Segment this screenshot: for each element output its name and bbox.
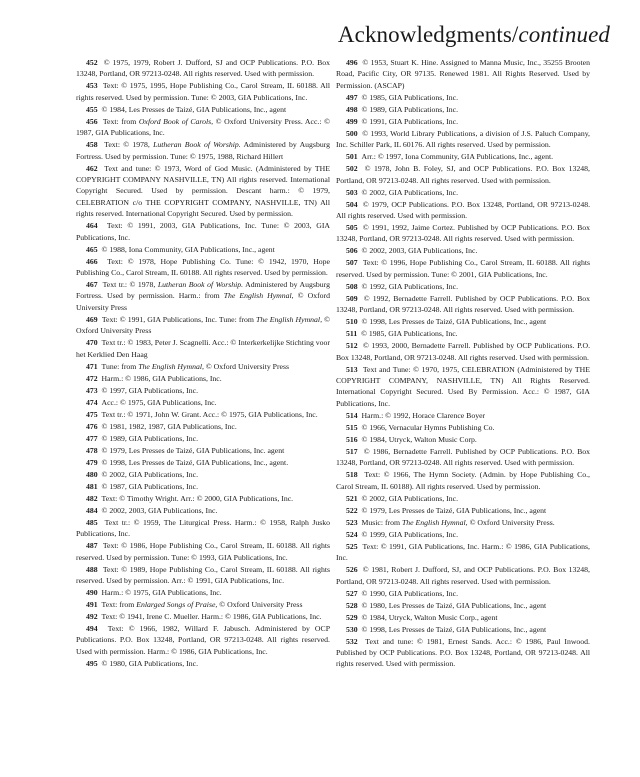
entry-number: 512 bbox=[346, 341, 358, 351]
acknowledgment-entry bbox=[336, 505, 590, 516]
acknowledgment-entry bbox=[76, 457, 330, 468]
entry-number: 479 bbox=[86, 457, 98, 467]
acknowledgment-entry bbox=[336, 116, 590, 127]
entry-text: © 1993, World Library Publications, a division of J.S. Paluch Company, Inc. Schiller Park, IL 60176. All rights reserved. Used by permission. bbox=[336, 128, 590, 150]
entry-text: © 2002, 2003, GIA Publications, Inc. bbox=[361, 246, 478, 256]
acknowledgment-entry bbox=[76, 445, 330, 456]
acknowledgment-entry bbox=[336, 469, 590, 492]
acknowledgment-entry bbox=[76, 373, 330, 384]
entry-number: 515 bbox=[346, 422, 358, 432]
entry-number: 521 bbox=[346, 493, 358, 503]
entry-number: 522 bbox=[346, 505, 358, 515]
entry-text: © 1975, 1979, Robert J. Dufford, SJ and OCP Publications. P.O. Box 13248, Portland, OR 97213-0248. All rights reserved. Used with permission. bbox=[76, 58, 330, 79]
acknowledgment-entry bbox=[76, 599, 330, 610]
entry-number: 500 bbox=[346, 128, 358, 138]
entry-number: 473 bbox=[86, 385, 98, 395]
entry-text: Text: © 1991, 2003, GIA Publications, Inc. Tune: © 2003, GIA Publications, Inc. bbox=[76, 221, 330, 242]
entry-number: 484 bbox=[86, 505, 98, 515]
entry-text: Acc.: © 1975, GIA Publications, Inc. bbox=[101, 397, 217, 407]
entry-number: 502 bbox=[346, 164, 358, 174]
entry-number: 530 bbox=[346, 624, 358, 634]
entry-number: 476 bbox=[86, 421, 98, 431]
entry-number: 482 bbox=[86, 493, 98, 503]
acknowledgment-entry bbox=[336, 281, 590, 292]
acknowledgment-entry bbox=[76, 220, 330, 243]
acknowledgment-entry bbox=[336, 364, 590, 410]
acknowledgment-entry bbox=[336, 328, 590, 339]
entry-text: Text: © 1989, Hope Publishing Co., Carol Stream, IL 60188. All rights reserved. Used by permission. Arr.: © 1991, GIA Publications, Inc. bbox=[76, 564, 330, 585]
entry-number: 509 bbox=[346, 293, 358, 303]
entry-number: 528 bbox=[346, 600, 358, 610]
entry-text: © 1986, Bernadette Farrell. Published by OCP Publications. P.O. Box 13248, Portland, OR 97213-0248. All rights reserved. Used with permission. bbox=[336, 446, 590, 468]
acknowledgment-entry bbox=[76, 493, 330, 504]
acknowledgment-entry bbox=[76, 658, 330, 669]
entry-number: 532 bbox=[346, 636, 358, 646]
entry-text: Text tr.: © 1978, Lutheran Book of Worship. Administered by Augsburg Fortress. Used by permission. Harm.: from The English Hymnal, © Oxford University Press bbox=[76, 280, 330, 312]
acknowledgment-entry bbox=[76, 314, 330, 337]
acknowledgment-entry bbox=[336, 199, 590, 222]
entry-number: 467 bbox=[86, 280, 98, 290]
acknowledgment-entry bbox=[336, 57, 590, 91]
entry-text: Text: © 1978, Lutheran Book of Worship. Administered by Augsburg Fortress. Used by permission. Tune: © 1975, 1988, Richard Hillert bbox=[76, 140, 331, 161]
entry-text: © 1988, Iona Community, GIA Publications, Inc., agent bbox=[101, 244, 275, 254]
entry-number: 510 bbox=[346, 317, 358, 327]
acknowledgment-entry bbox=[336, 92, 590, 103]
entry-number: 496 bbox=[346, 58, 358, 67]
acknowledgment-entry bbox=[336, 588, 590, 599]
entry-number: 488 bbox=[86, 564, 98, 574]
entry-text: Text: © 1991, GIA Publications, Inc. Tune: from The English Hymnal, © Oxford University Press bbox=[76, 314, 331, 336]
entry-text: © 1998, Les Presses de Taizé, GIA Publications, Inc., agent bbox=[361, 317, 547, 327]
entry-text: Music: from The English Hymnal, © Oxford University Press. bbox=[361, 517, 555, 527]
acknowledgment-entry bbox=[336, 245, 590, 256]
left-column bbox=[76, 57, 330, 670]
entry-number: 470 bbox=[86, 338, 98, 348]
acknowledgment-entry bbox=[76, 139, 330, 162]
entry-number: 472 bbox=[86, 373, 98, 383]
entry-text: © 1998, Les Presses de Taizé, GIA Publications, Inc., agent. bbox=[101, 457, 289, 467]
entry-text: © 2002, GIA Publications, Inc. bbox=[101, 469, 199, 479]
entry-number: 491 bbox=[86, 599, 98, 609]
entry-number: 526 bbox=[346, 565, 358, 575]
entry-number: 527 bbox=[346, 588, 358, 598]
entry-text: © 1990, GIA Publications, Inc. bbox=[361, 588, 459, 598]
acknowledgment-entry bbox=[336, 410, 590, 421]
acknowledgment-entry bbox=[76, 279, 330, 313]
entry-text: Text: from Oxford Book of Carols, © Oxford University Press. Acc.: © 1987, GIA Publications, Inc. bbox=[76, 116, 330, 138]
entry-number: 511 bbox=[346, 329, 358, 339]
entry-text: © 1998, Les Presses de Taizé, GIA Publications, Inc., agent bbox=[361, 624, 547, 634]
acknowledgment-entry bbox=[76, 337, 330, 360]
entry-text: Text: © 1986, Hope Publishing Co., Carol Stream, IL 60188. All rights reserved. Used by permission. Tune: © 1993, GIA Publications, Inc. bbox=[76, 541, 330, 562]
entry-number: 495 bbox=[86, 658, 98, 668]
entry-number: 525 bbox=[346, 541, 358, 551]
acknowledgment-entry bbox=[336, 564, 590, 587]
entry-text: Text: © Timothy Wright. Arr.: © 2000, GIA Publications, Inc. bbox=[101, 493, 294, 503]
entry-number: 477 bbox=[86, 433, 98, 443]
acknowledgment-entry bbox=[76, 104, 330, 115]
entry-number: 465 bbox=[86, 244, 98, 254]
acknowledgment-entry bbox=[76, 540, 330, 563]
acknowledgment-entry bbox=[336, 624, 590, 635]
entry-text: Text: © 1978, Hope Publishing Co. Tune: © 1942, 1970, Hope Publishing Co., Carol Stream, IL 60188. All rights reserved. Used by permission. bbox=[76, 256, 330, 278]
entry-text: © 1989, GIA Publications, Inc. bbox=[361, 104, 459, 114]
entry-number: 494 bbox=[86, 623, 98, 633]
entry-text: © 1979, Les Presses de Taizé, GIA Publications, Inc., agent bbox=[361, 505, 547, 515]
entry-number: 456 bbox=[86, 116, 98, 126]
acknowledgment-entry bbox=[336, 600, 590, 611]
acknowledgment-entry bbox=[76, 505, 330, 516]
entry-text: © 1984, Utryck, Walton Music Corp., agent bbox=[361, 612, 498, 622]
acknowledgment-entry bbox=[336, 128, 590, 151]
acknowledgment-entry bbox=[76, 611, 330, 622]
entry-text: Text and tune: © 1973, Word of God Music. (Administered by THE COPYRIGHT COMPANY NASHVILLE, TN) All rights reserved. International Copyright Secured. Used by permission. Descant harm.: © 1979, CELEBRATION c/o THE COPYRIGHT COMPANY, NASHVILLE, TN) All rights reserved. International Copyright Secured. Used by permission. bbox=[76, 163, 330, 219]
entry-number: 478 bbox=[86, 445, 98, 455]
entry-number: 481 bbox=[86, 481, 98, 491]
entry-number: 524 bbox=[346, 529, 358, 539]
entry-number: 523 bbox=[346, 517, 358, 527]
entry-text: © 1966, Vernacular Hymns Publishing Co. bbox=[361, 422, 495, 432]
acknowledgment-entry bbox=[336, 222, 590, 245]
entry-text: Text: from Enlarged Songs of Praise, © Oxford University Press bbox=[101, 599, 303, 609]
entry-text: Harm.: © 1975, GIA Publications, Inc. bbox=[101, 587, 222, 597]
acknowledgment-entry bbox=[336, 340, 590, 363]
entry-text: © 1999, GIA Publications, Inc. bbox=[361, 529, 459, 539]
entry-number: 505 bbox=[346, 223, 358, 233]
entry-text: © 1991, GIA Publications, Inc. bbox=[361, 116, 459, 126]
acknowledgment-entry bbox=[336, 434, 590, 445]
acknowledgment-entry bbox=[76, 433, 330, 444]
entry-text: © 1984, Les Presses de Taizé, GIA Publications, Inc., agent bbox=[101, 104, 287, 114]
entry-text: © 2002, GIA Publications, Inc. bbox=[361, 187, 459, 197]
entry-text: © 1987, GIA Publications, Inc. bbox=[101, 481, 199, 491]
entry-text: Text tr.: © 1959, The Liturgical Press. Harm.: © 1958, Ralph Jusko Publications, Inc. bbox=[76, 517, 331, 539]
entry-text: Harm.: © 1986, GIA Publications, Inc. bbox=[101, 373, 222, 383]
entry-number: 485 bbox=[86, 517, 98, 527]
entry-text: Tune: from The English Hymnal, © Oxford University Press bbox=[101, 361, 290, 371]
acknowledgment-entry bbox=[336, 529, 590, 540]
acknowledgment-entry bbox=[336, 104, 590, 115]
acknowledgment-entry bbox=[336, 612, 590, 623]
entry-number: 501 bbox=[346, 152, 358, 162]
entry-number: 480 bbox=[86, 469, 98, 479]
acknowledgment-entry bbox=[76, 409, 330, 420]
entry-number: 466 bbox=[86, 256, 98, 266]
entry-text: © 1979, Les Presses de Taizé, GIA Publications, Inc. agent bbox=[101, 445, 285, 455]
entry-text: © 1991, 1992, Jaime Cortez. Published by OCP Publications. P.O. Box 13248, Portland, OR 97213-0248. All rights reserved. Used with permission. bbox=[336, 223, 590, 244]
entry-number: 508 bbox=[346, 281, 358, 291]
entry-number: 474 bbox=[86, 397, 98, 407]
acknowledgment-entry bbox=[76, 623, 330, 657]
entry-number: 499 bbox=[346, 116, 358, 126]
entry-text: Text: © 1966, 1982, Willard F. Jabusch. Administered by OCP Publications. P.O. Box 13248, Portland, OR 97213-0248. All rights reserved. Used with permission. Harm.: © 1986, GIA Publications, Inc. bbox=[76, 623, 331, 656]
acknowledgment-entry bbox=[336, 541, 590, 564]
right-column bbox=[336, 57, 590, 670]
entry-number: 518 bbox=[346, 470, 358, 480]
acknowledgment-entry bbox=[76, 80, 330, 103]
entry-number: 453 bbox=[86, 81, 98, 91]
acknowledgment-entry bbox=[336, 163, 590, 186]
entry-number: 462 bbox=[86, 163, 98, 173]
entry-text: Harm.: © 1992, Horace Clarence Boyer bbox=[361, 410, 486, 420]
entry-text: © 1997, GIA Publications, Inc. bbox=[101, 385, 199, 395]
acknowledgment-entry bbox=[76, 57, 330, 80]
entry-number: 498 bbox=[346, 104, 358, 114]
entry-text: Arr.: © 1997, Iona Community, GIA Publications, Inc., agent. bbox=[361, 152, 554, 162]
entry-text: © 1980, GIA Publications, Inc. bbox=[101, 658, 199, 668]
acknowledgment-entry bbox=[336, 446, 590, 469]
entry-number: 490 bbox=[86, 587, 98, 597]
acknowledgment-entry bbox=[76, 163, 330, 220]
entry-text: © 1979, OCP Publications. P.O. Box 13248, Portland, OR 97213-0248. All rights reserved. Used with permission. bbox=[336, 199, 591, 221]
entry-number: 458 bbox=[86, 140, 98, 150]
entry-text: © 1978, John B. Foley, SJ, and OCP Publications. P.O. Box 13248, Portland, OR 97213-0248. All rights reserved. Used with permission. bbox=[336, 164, 590, 185]
acknowledgment-entry bbox=[76, 564, 330, 587]
acknowledgment-entry bbox=[336, 187, 590, 198]
acknowledgment-entry bbox=[336, 422, 590, 433]
acknowledgment-entry bbox=[336, 493, 590, 504]
entry-number: 506 bbox=[346, 246, 358, 256]
acknowledgment-entry bbox=[76, 244, 330, 255]
entry-text: Text: © 1966, The Hymn Society. (Admin. by Hope Publishing Co., Carol Stream, IL 60188). All rights reserved. Used by permission. bbox=[336, 470, 590, 491]
entry-text: Text and Tune: © 1970, 1975, CELEBRATION (Administered by THE COPYRIGHT COMPANY, NASHVILLE, TN) All Rights Reserved. International Copyright Secured. Used By Permission. Acc.: © 1987, GIA Publications, Inc. bbox=[336, 364, 590, 408]
entry-number: 464 bbox=[86, 221, 98, 231]
acknowledgment-entry bbox=[76, 481, 330, 492]
acknowledgment-entry bbox=[76, 469, 330, 480]
acknowledgment-entry bbox=[336, 517, 590, 528]
entry-number: 452 bbox=[86, 58, 98, 67]
acknowledgment-entry bbox=[336, 257, 590, 280]
entry-text: © 1980, Les Presses de Taizé, GIA Publications, Inc., agent bbox=[361, 600, 547, 610]
acknowledgment-entry bbox=[76, 385, 330, 396]
entry-text: © 1985, GIA Publications, Inc. bbox=[361, 329, 458, 339]
entry-text: Text tr.: © 1983, Peter J. Scagnelli. Acc.: © Interkerkelijke Stichting voor het Kerklied Den Haag bbox=[76, 338, 331, 359]
page-title bbox=[338, 22, 610, 48]
entry-number: 469 bbox=[86, 314, 98, 324]
entry-text: Text: © 1991, GIA Publications, Inc. Harm.: © 1986, GIA Publications, Inc. bbox=[336, 541, 590, 563]
acknowledgment-entry bbox=[76, 361, 330, 372]
acknowledgment-entry bbox=[336, 316, 590, 327]
entry-text: © 1981, Robert J. Dufford, SJ, and OCP Publications. P.O. Box 13248, Portland, OR 97213-0248. All rights reserved. Used with permission. bbox=[336, 565, 590, 586]
acknowledgment-entry bbox=[76, 587, 330, 598]
acknowledgment-entry bbox=[76, 397, 330, 408]
acknowledgment-entry bbox=[336, 293, 590, 316]
acknowledgment-entry bbox=[76, 116, 330, 139]
entry-number: 504 bbox=[346, 199, 358, 209]
entry-text: © 1992, GIA Publications, Inc. bbox=[361, 281, 459, 291]
entry-text: Text and tune: © 1981, Ernest Sands. Acc.: © 1986, Paul Inwood. Published by OCP Publications. P.O. Box 13248, Portland, OR 97213-0248. All rights reserved. Used with permission. bbox=[336, 636, 590, 669]
entry-number: 497 bbox=[346, 92, 358, 102]
entry-text: © 1985, GIA Publications, Inc. bbox=[361, 92, 459, 102]
entry-text: © 1989, GIA Publications, Inc. bbox=[101, 433, 199, 443]
entry-number: 516 bbox=[346, 434, 358, 444]
entry-number: 513 bbox=[346, 364, 358, 374]
entry-number: 514 bbox=[346, 410, 358, 420]
acknowledgment-entry bbox=[76, 517, 330, 540]
page-title-continued: continued bbox=[518, 22, 610, 47]
entry-number: 475 bbox=[86, 409, 98, 419]
entry-text: © 1993, 2000, Bernadette Farrell. Published by OCP Publications. P.O. Box 13248, Portland, OR 97213-0248. All rights reserved. Used with permission. bbox=[336, 341, 591, 362]
entry-text: © 2002, GIA Publications, Inc. bbox=[361, 493, 459, 503]
acknowledgment-entry bbox=[76, 256, 330, 279]
page-title-main: Acknowledgments/ bbox=[337, 22, 519, 47]
entry-text: © 2002, 2003, GIA Publications, Inc. bbox=[101, 505, 218, 515]
entry-number: 487 bbox=[86, 541, 98, 551]
entry-number: 507 bbox=[346, 258, 358, 268]
entry-number: 471 bbox=[86, 361, 98, 371]
entry-number: 455 bbox=[86, 104, 98, 114]
entry-text: Text: © 1941, Irene C. Mueller. Harm.: © 1986, GIA Publications, Inc. bbox=[101, 611, 322, 621]
entry-text: © 1981, 1982, 1987, GIA Publications, Inc. bbox=[101, 421, 237, 431]
entry-text: Text: © 1975, 1995, Hope Publishing Co., Carol Stream, IL 60188. All rights reserved. Used by permission. Tune: © 2003, GIA Publications, Inc. bbox=[76, 81, 330, 102]
entry-text: © 1984, Utryck, Walton Music Corp. bbox=[361, 434, 477, 444]
acknowledgment-entry bbox=[76, 421, 330, 432]
entry-number: 517 bbox=[346, 446, 358, 456]
entry-text: © 1953, Stuart K. Hine. Assigned to Manna Music, Inc., 35255 Brooten Road, Pacific City, OR 97135. Renewed 1981. All Rights Reserved. Used by Permission. (ASCAP) bbox=[336, 58, 590, 90]
entry-number: 503 bbox=[346, 187, 358, 197]
entry-number: 529 bbox=[346, 612, 358, 622]
entry-text: © 1992, Bernadette Farrell. Published by OCP Publications. P.O. Box 13248, Portland, OR 97213-0248. All rights reserved. Used with permission. bbox=[336, 293, 590, 315]
entry-text: Text: © 1996, Hope Publishing Co., Carol Stream, IL 60188. All rights reserved. Used by permission. Tune: © 2001, GIA Publications, Inc. bbox=[336, 258, 590, 279]
entry-text: Text tr.: © 1971, John W. Grant. Acc.: © 1975, GIA Publications, Inc. bbox=[101, 409, 318, 419]
entry-number: 492 bbox=[86, 611, 98, 621]
acknowledgment-entry bbox=[336, 636, 590, 670]
acknowledgment-entry bbox=[336, 151, 590, 162]
